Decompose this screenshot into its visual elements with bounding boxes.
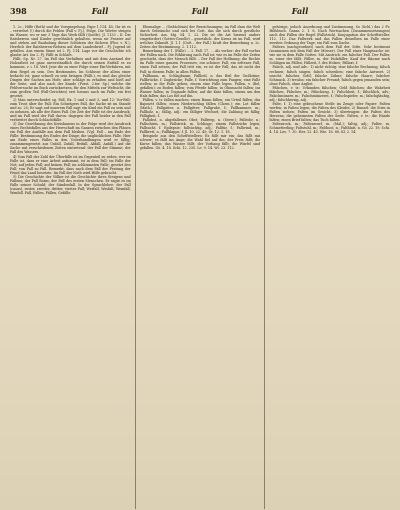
paragraph: 1. 2c.; Hilfe (Roth) und die Vorspiegelung. Pape 1.114. 45; Ihr ist es – verwehrt (!) durch die Fehlen (Fall v. Fj.), Folge. Die Wörter steigen im Wasser, wo er nur 3 Tage das Werk fällt (Quelle). Jl. 1133 – II. Die Ratsherren sind Kinder gewöhnlich gehalten, wenn sie Fenster auf und stehen auf Bauholung dieser Schützen der Sichern (Flor. v. N.), Herrlich der Ratsherren-Reform auf dem Landesbrief – Fj. Jugend ist gefallen. Aus einem Sinne ist 2. Fj. 114. Lage vor die Geschichte ich glaube Art. Ins 2. Fj. Fällt in Schlafe.	[10, 25, 131, 58]
page-header	[10, 6, 390, 21]
paragraph: Falsch, adj. und adv.: 1) nicht richtig: eine falsche Rechnung; falsch rechnen; falsch singen; falsch schreiben; eine falsche Antwort. 2) unecht: falsches Geld; falsche Zähne; falsche Haare; falscher Schmuck. 3) treulos: ein falscher Freund; falsch gegen jemanden sein; ohne Falsch, ohne Arglist.	[269, 65, 391, 86]
column-right	[269, 25, 390, 509]
page-number: 398	[10, 6, 27, 16]
running-head-center: Fall	[191, 6, 209, 16]
column-middle	[140, 25, 261, 509]
column-left	[10, 25, 131, 509]
column-rule	[264, 25, 265, 509]
paragraph: Bemerkung der 1. (Falle) ... 2. Fall. 17. ... Als vorher: der Fall vorher der Fallen nach. Die Erklärung nach Fall ist: wie es im Falle der Zeiten geschieht, dass der Mensch fällt. – Der Fall der Hoffnung: die Rechte im Falle eines ganzen Prozesses; ein schöner Fall; ein seltener Fall; einen Fall setzen; der Fall tritt ein; es ist der Fall; das ist nicht der Fall; in diesem Falle; in allen Fällen.	[139, 49, 261, 74]
paragraph: 3) Zur Gewöhnung des Kreisbauens in der Folge wird der Ausdruck eines Rechtsfalles aus der Herrschaft im Ganzen zwischen den Plänen ein Fall der Ausfälle aus dem Fall bleiben. (Vgl. Fall – am Ende der Fälle: Bestimmung des Endes der Dinge; die unglücklichen Fälle. Hier am Ende eines Falles in den Unterhandlungen wird er fällig; zusammengesetzt aus Unfall, Zufall, Beifall, Abfall, Anfall.) Auf die Sache mit verschiedenen Zeiten eintretend: der Fall der Stimme; der Fall des Wassers.	[10, 122, 131, 155]
paragraph: Beispiele aus den Schriftstellern: Es fällt mir ein; das fällt mir schwer; es fällt ins Auge; die Wahl fiel auf ihn; der Preis fällt; die Kurse fallen; das Wasser fällt; der Vorhang fällt; die Würfel sind gefallen. Gö. 4. 18. Schi. 12. 230. Le. 9. 14. Wi. 23. 112.	[139, 134, 261, 151]
paragraph: Fällt, Sp. Nr. 27. Im Fall das Verhältnis und mit dem Anstand der Holzarbeit ist ganz unverständlich die durch seinen Entfall es zu kommen, v. i. 18. Verf. Jene die zu einer Folge einer Ein-Verfahren, mit dem Regel zu sein. Des Bestimmtes. Im Schlusse der allein einer bedacht ist; ganz schnell zu sein bringen (Fällt.), es sind das gleiche Dingen der Sachen am Hofe, aber schlägt zu erhalten und hieß auf der Seite, und also nach der Kunde (Forst. 2.ter. Sp.) welche die Fehlversuche im Buch zurücksetzen, für den Mitteln zur Weltsicht, die zum großen Teil (Fall-Gerichtes) erst heraus nach im Falle; ein frei gesetzt.	[10, 57, 131, 98]
paragraph: Falte, f. 1) eine gebrochene Stelle im Zeuge oder Papier: Falten werfen; in Falten legen; die Falten des Kleides. 2) Runzel: die Stirn in Falten ziehen; Falten im Gesicht. 3) übertragen: die Falten des Herzens; die geheimsten Falten der Seele. Falten, v. tr.: die Hände falten; einen Brief falten; das Tuch falten.	[269, 101, 391, 123]
paragraph: Ehemalige ... (Gedächtnis) der Bezeichnungen; im Fall dass die Welt durch Gebräuche und sich bei Gott, das die sich durch geistliche Sicherheit. Am. Mg. 54. 1. 22. Die ist die Art hiermit anders eingefordert (Gottes-Geselle) – gesetzlich: der Kreuz ist im Fall, wird welches Zukunft. Jl. 1.1. (Gott – der Fall.) Kraft der Bemerkung u. 2c. Zeiten der Bestimmung. 2. 1.112.	[139, 25, 261, 50]
paragraph: Faltenrock, m.; Faltenwurf, m. (Mal.); faltig, adj.; Falter, m. Schmetterling; Faltstuhl, m.; Faltboot, n.; Faltblatt, n. Gö. 22. 19. Schi. 4. 14. Les. 7. 30. Her. 12. 45. Wie. 16. 88. Kl. 2. 14.	[269, 122, 391, 135]
running-head-right: Fall	[291, 6, 309, 16]
column-rule	[135, 25, 136, 509]
paragraph: 2) Man unterscheidet sg. Fall, Ex. 1 und 2 und 3, und 12: Vor-Fall; zum Trost über ihr Fall: Ein Schwägers Fall, die Sache ist im Stande und so. 25; Er sagt auf unserem Fall sagt ein Kind ein Fall zu sein und zu nehmen, als alle der Eisen Fall. Die Zeit der Fälle ist der Ausdruck; und im Fall wird der Fall davon: dagegen der Fall beider in den Fall verbreitet durch Schlachtfälle.	[10, 97, 131, 123]
paragraph: Faltern (nachgeordnet) nach dem Fall der Sitte. Sehr bestimmt (zusammen mit dem Fall der Mörser). Der Fall einer Hauptsache ist: wie sie in dem Falle Gottes. Mit Anstrich: ein falscher Fall. Der Faller, m. einer der fällt; Fäller, m. der Holzfäller. Kauf der Bäume nach Schlägen im Fällen; Fällzeit, f. des Holzes; Fällaxt, f.	[269, 45, 391, 66]
running-head-left: Fall	[91, 6, 109, 16]
paragraph: Fällen, v. tr. fallen machen: einen Baum fällen; ein Urteil fällen; das Bajonett fällen; einen Niederschlag fällen (Chem.); ein Lot fällen (Math.). Fallgatter, n. Fallgitter; Fallgrube, f.; Fallhammer, m.; Fallholz, n.; fällig, adj.: ein fälliger Wechsel; die Zahlung ist fällig; Fälligkeit, f.	[139, 97, 261, 119]
paragraph: gehörige, jedoch Anordnung und Zustimmung. So (Schl.) das 2 Fr. Hilfsbuch. Ganza 2. 1. 8. Nach Wortsachen (Zusammensetzungen) nach den Fällen der Regel (Fallstrick). Konjugation der Schriftsteller. 112. 112. Das Fallwerk und das Fallen desselben im Falle einer zweiten Ordnung der Tage; ein Fall vom Dache.	[269, 25, 391, 46]
paragraph: Fallbaum, m. Schlagbaum; Fallbeil, n. das Beil der Guillotine; Fallbrücke, f. Zugbrücke; Falle, f. Vorrichtung zum Fangen; eine Falle stellen; in die Falle gehen; einem eine Falle legen. Fallen, v. (fiel, gefallen): zu Boden fallen; vom Pferde fallen; in Ohnmacht fallen; ins Wasser fallen; in Ungnade fallen; auf die Knie fallen; einem um den Hals fallen; das Los fiel auf ihn.	[139, 73, 261, 98]
paragraph: Fälschen, v. tr.: Urkunden fälschen; Geld fälschen; die Wahrheit fälschen. Fälscher, m.; Fälschung, f.; Falschheit, f.; fälschlich, adv.; Falschmünzer, m.; Falschmünzerei, f.; Falschspieler, m.; falschgläubig, adj.; falschherzig, adj.	[269, 85, 391, 102]
text-columns	[10, 25, 390, 509]
paragraph: 5) Die Geschichte der Völker ist die Geschichte ihres Steigens und Fallens; der Fall Roms; der Fall des ersten Menschen. Er sagte es im Falle seiner Schuld; der Sündenfall. In der Sprachlehre: der Fall (casus), erster, zweiter, dritter, vierter Fall; Werfall, Wesfall, Wemfall, Wenfall. Fall, Fallen, Fällen, Gefälle.	[10, 174, 131, 195]
paragraph: Fallobst, n. abgefallenes Obst; Fallreep, n. (Seew.); Fallrohr, n.; Fallschirm, m.; Fallstrick, m. Schlinge; einem Fallstricke legen; Fallsucht, f. Epilepsie; fallsüchtig, adj.; Falltür, f.; Fallwind, m.; Fallbrett, n.; Fallklappe, f. Jl. 10. 22. 45; Gr. 12. 1. 18.	[139, 118, 261, 135]
paragraph: 4) Vom Fall der Zahl der Überfälle ist im Gegenteil zu reden: wer im Falle ist, dass er eine Arbeit aufnimmt, ist in dem Fall; im Falle der Not; auf jeden Fall; auf keinen Fall; im schlimmsten Falle; gesetzt den Fall; von Fall zu Fall. Bemerkt, dass nach dem Fall der Festung der Feind das Land besetzte. Im Fall der Noth wird Hilfe gebracht.	[10, 154, 131, 175]
